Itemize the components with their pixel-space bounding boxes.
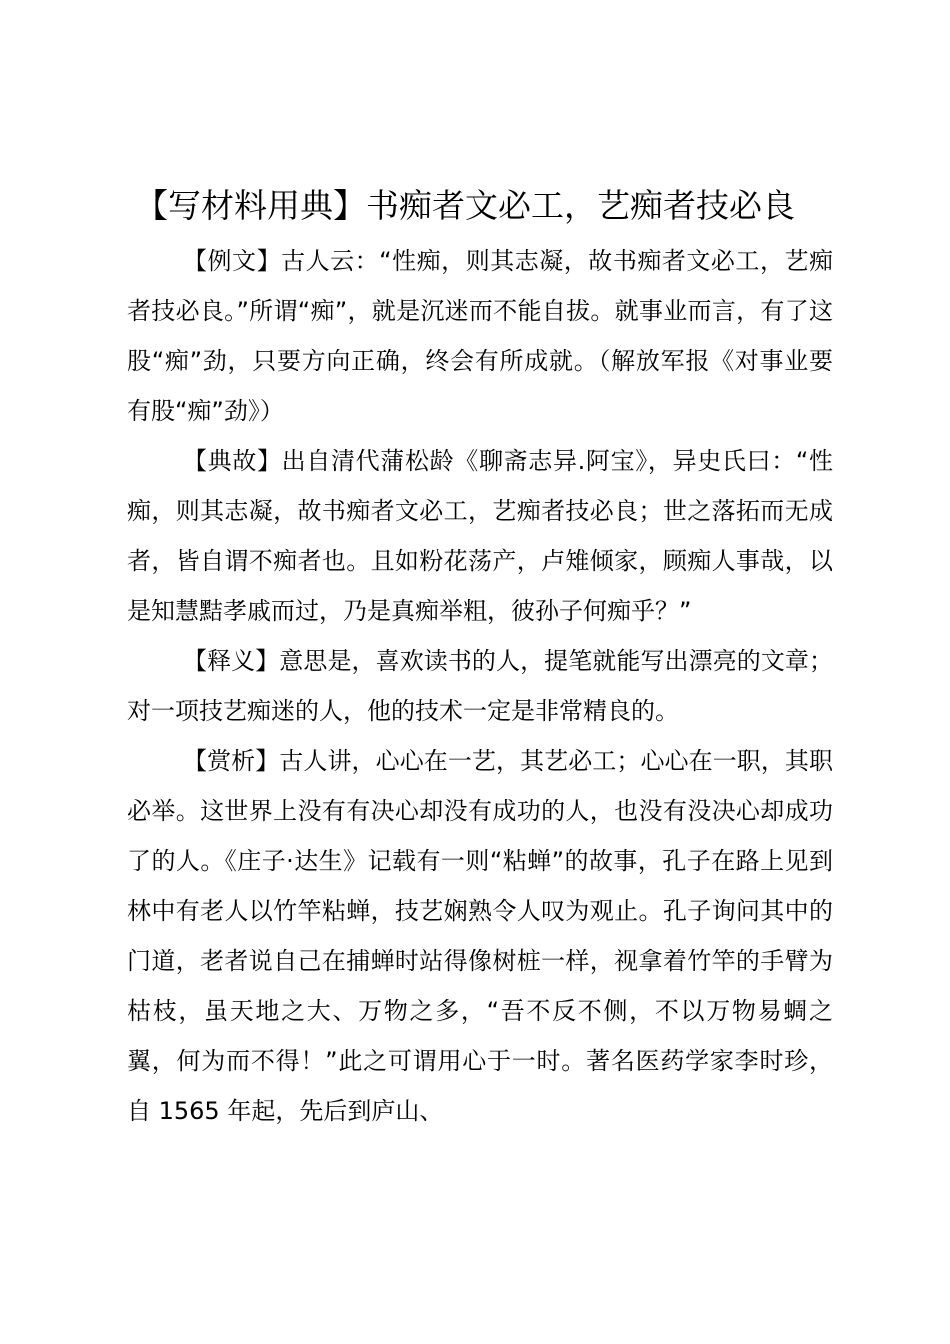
document-title: 【写材料用典】书痴者文必工，艺痴者技必良	[135, 186, 795, 225]
paragraph-example: 【例文】古人云：“性痴，则其志凝，故书痴者文必工，艺痴者技必良。”所谓“痴”，就是沉迷而不能自拔。就事业而言，有了这股“痴”劲，只要方向正确，终会有所成就。（解放军报《对事业要有股“痴”劲》）	[127, 247, 833, 425]
paragraph-meaning: 【释义】意思是，喜欢读书的人，提笔就能写出漂亮的文章；对一项技艺痴迷的人，他的技术一定是非常精良的。	[127, 647, 833, 725]
paragraph-appreciation: 【赏析】古人讲，心心在一艺，其艺必工；心心在一职，其职必举。这世界上没有有决心却没有成功的人，也没有没决心却成功了的人。《庄子·达生》记载有一则“粘蝉”的故事，孔子在路上见到林中有老人以竹竿粘蝉，技艺娴熟令人叹为观止。孔子询问其中的门道，老者说自己在捕蝉时站得像树桩一样，视拿着竹竿的手臂为枯枝，虽天地之大、万物之多，“吾不反不侧，不以万物易蜩之翼，何为而不得！”此之可谓用心于一时。著名医药学家李时珍，自 1565 年起，先后到庐山、	[127, 747, 833, 1125]
document-page	[127, 176, 833, 1136]
paragraph-allusion: 【典故】出自清代蒲松龄《聊斋志异.阿宝》，异史氏曰：“性痴，则其志凝，故书痴者文必工，艺痴者技必良；世之落拓而无成者，皆自谓不痴者也。且如粉花荡产，卢雉倾家，顾痴人事哉，以是知慧黠孝戚而过，乃是真痴举粗，彼孙子何痴乎？”	[127, 447, 833, 625]
